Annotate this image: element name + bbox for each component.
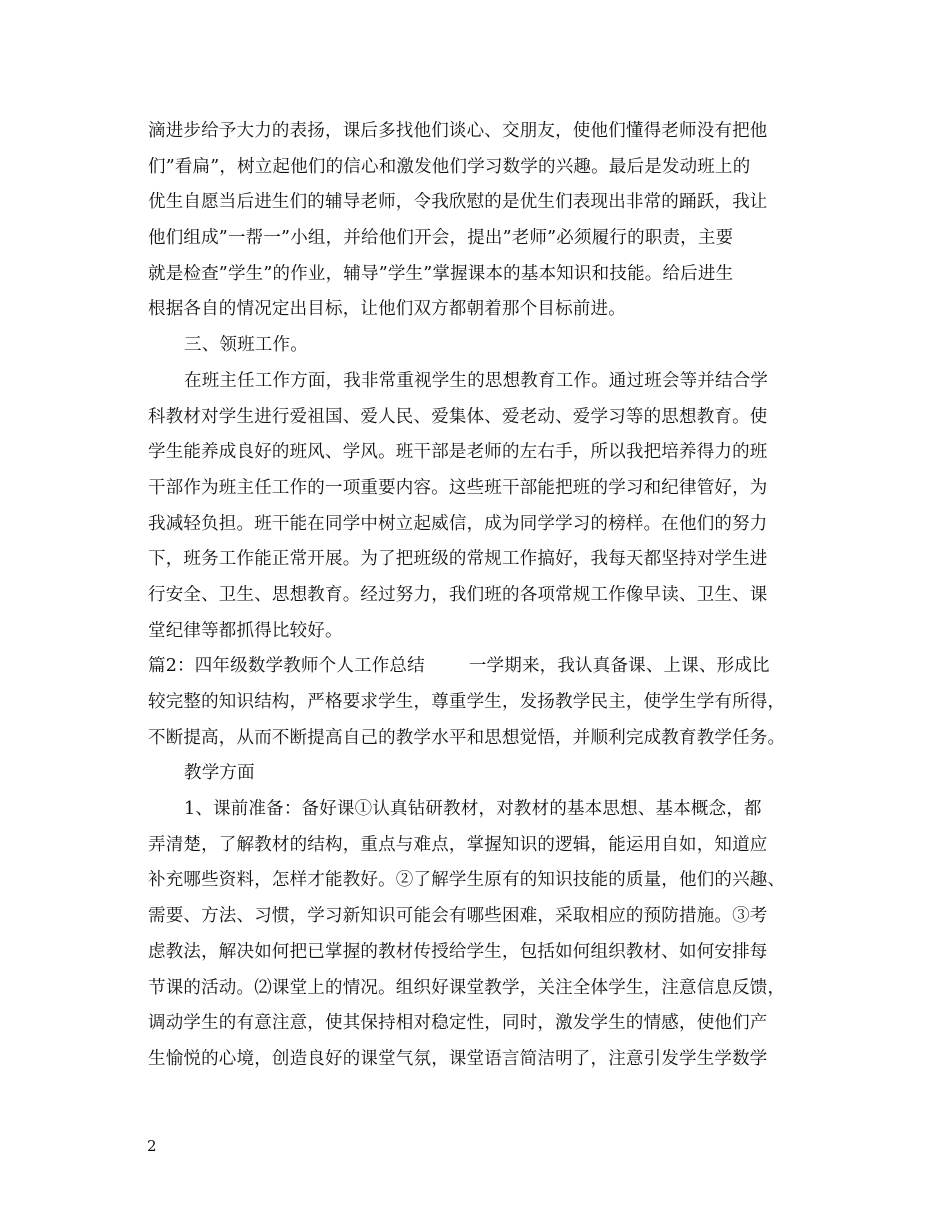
- text-line: 滴进步给予大力的表扬，课后多找他们谈心、交朋友，使他们懂得老师没有把他: [148, 121, 768, 141]
- text-line: 他们组成”一帮一”小组，并给他们开会，提出”老师”必须履行的职责，主要: [148, 228, 734, 249]
- text-line: 根据各自的情况定出目标，让他们双方都朝着那个目标前进。: [148, 299, 626, 320]
- text-line: 学生能养成良好的班风、学风。班干部是老师的左右手，所以我把培养得力的班: [148, 442, 768, 463]
- text-line: 们”看扁”，树立起他们的信心和激发他们学习数学的兴趣。最后是发动班上的: [148, 156, 751, 177]
- article-title-line: [148, 649, 808, 685]
- text-line: 干部作为班主任工作的一项重要内容。这些班干部能把班的学习和纪律管好，为: [148, 477, 768, 498]
- text-line: 节课的活动。⑵课堂上的情况。组织好课堂教学，关注全体学生，注意信息反馈，: [148, 977, 786, 998]
- text-line: 优生自愿当后进生们的辅导老师，令我欣慰的是优生们表现出非常的踊跃，我让: [148, 192, 768, 213]
- text-line: 调动学生的有意注意，使其保持相对稳定性，同时，激发学生的情感，使他们产: [148, 1013, 768, 1034]
- article-title: 篇2：四年级数学教师个人工作总结: [148, 656, 425, 677]
- text-line: 较完整的知识结构，严格要求学生，尊重学生，发扬教学民主，使学生学有所得，: [148, 692, 786, 712]
- text-line: 虑教法，解决如何把已掌握的教材传授给学生，包括如何组织教材、如何安排每: [148, 941, 768, 962]
- text-line: 我减轻负担。班干能在同学中树立起威信，成为同学学习的榜样。在他们的努力: [148, 513, 768, 534]
- text-line: 堂纪律等都抓得比较好。: [148, 620, 343, 641]
- text-line: 科教材对学生进行爱祖国、爱人民、爱集体、爱老动、爱学习等的思想教育。使: [148, 406, 768, 427]
- section-heading: 三、领班工作。: [184, 335, 308, 356]
- document-body: [148, 114, 808, 1078]
- page-number: 2: [147, 1137, 157, 1155]
- text-line: 下，班务工作能正常开展。为了把班级的常规工作搞好，我每天都坚持对学生进: [148, 549, 768, 570]
- text-line: 行安全、卫生、思想教育。经过努力，我们班的各项常规工作像早读、卫生、课: [148, 584, 768, 605]
- text-line: 补充哪些资料，怎样才能教好。②了解学生原有的知识技能的质量，他们的兴趣、: [148, 870, 786, 891]
- text-line: 不断提高，从而不断提高自己的教学水平和思想觉悟，并顺利完成教育教学任务。: [148, 727, 786, 748]
- text-line: 生愉悦的心境，创造良好的课堂气氛，课堂语言简洁明了，注意引发学生学数学: [148, 1048, 768, 1069]
- text-fragment: 一学期来，我认真备课、上课、形成比: [468, 656, 770, 677]
- text-line: 1、课前准备：备好课①认真钻研教材，对教材的基本思想、基本概念，都: [184, 799, 762, 820]
- text-line: 需要、方法、习惯，学习新知识可能会有哪些困难，采取相应的预防措施。③考: [148, 906, 768, 927]
- text-line: 弄清楚，了解教材的结构，重点与难点，掌握知识的逻辑，能运用自如，知道应: [148, 834, 768, 855]
- text-line: 在班主任工作方面，我非常重视学生的思想教育工作。通过班会等并结合学: [184, 370, 769, 391]
- section-heading: 教学方面: [184, 763, 255, 784]
- text-line: 就是检查”学生”的作业，辅导”学生”掌握课本的基本知识和技能。给后进生: [148, 263, 734, 284]
